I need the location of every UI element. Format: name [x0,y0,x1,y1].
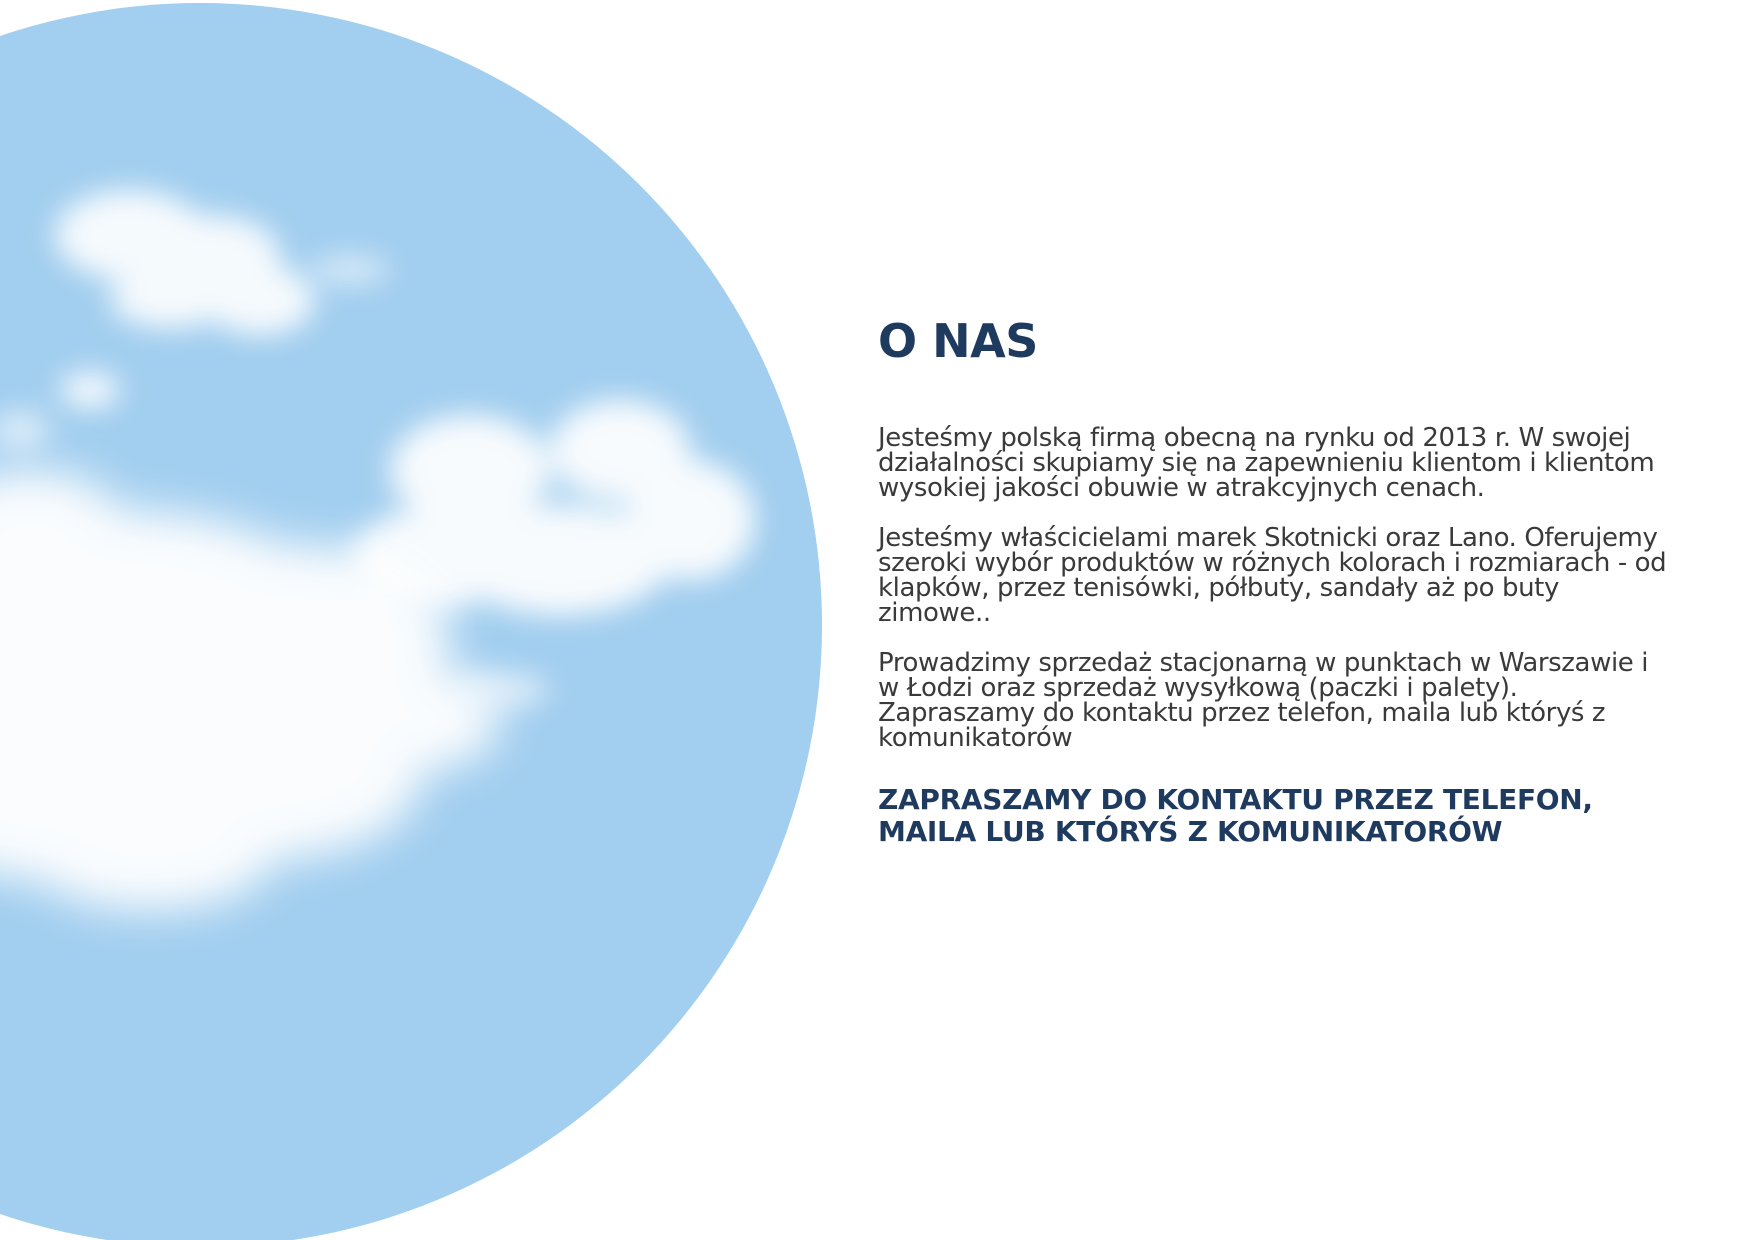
about-section [878,314,1668,848]
about-paragraph-3: Prowadzimy sprzedaż stacjonarną w punktach w Warszawie i w Łodzi oraz sprzedaż wysyłkową (paczki i palety). Zapraszamy do kontaktu przez telefon, maila lub któryś z komunikatorów [878,648,1649,753]
about-paragraph-2: Jesteśmy właścicielami marek Skotnicki oraz Lano. Oferujemy szeroki wybór produktów w różnych kolorach i rozmiarach - od klapków, przez tenisówki, półbuty, sandały aż po buty zimowe.. [878,523,1667,628]
page-title: O NAS [878,314,1038,368]
about-paragraph-1: Jesteśmy polską firmą obecną na rynku od 2013 r. W swojej działalności skupiamy się na zapewnieniu klientom i klientom wysokiej jakości obuwie w atrakcyjnych cenach. [878,423,1655,503]
contact-call-to-action: ZAPRASZAMY DO KONTAKTU PRZEZ TELEFON, MAILA LUB KTÓRYŚ Z KOMUNIKATORÓW [878,783,1593,848]
